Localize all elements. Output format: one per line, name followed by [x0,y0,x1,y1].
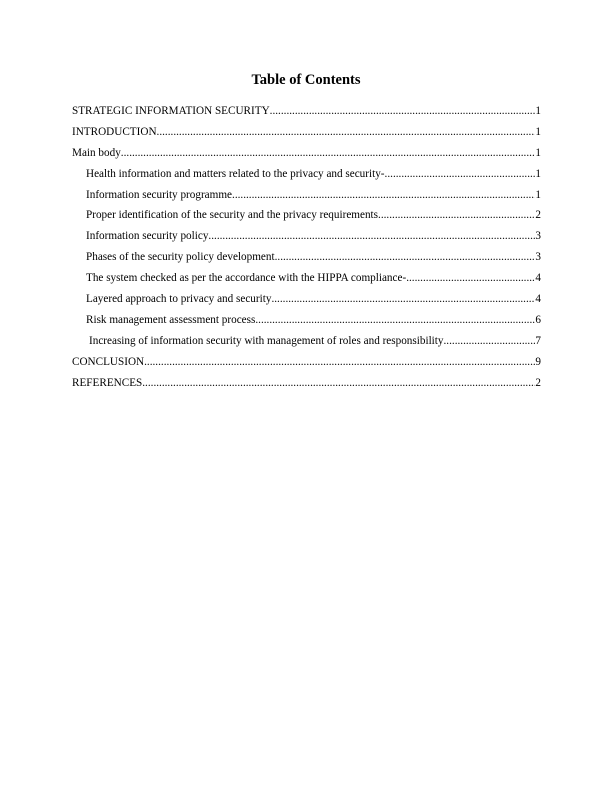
toc-entry-risk-management-assessment[interactable] [72,310,541,331]
dot-leader [157,122,536,143]
toc-entry-references[interactable] [72,373,541,394]
toc-entry-page-number: 1 [535,105,541,117]
toc-entry-label: REFERENCES [72,376,143,389]
dot-leader [275,247,536,268]
dot-leader [208,226,535,247]
toc-entry-label: Increasing of information security with management of roles and responsibility [89,334,444,347]
toc-entry-hippa-compliance[interactable] [72,268,541,289]
toc-entry-security-privacy-requirements[interactable] [72,205,541,226]
toc-entry-page-number: 6 [535,313,541,326]
dot-leader [232,185,535,206]
toc-entry-page-number: 1 [535,146,541,159]
toc-entry-label: INTRODUCTION [72,125,157,138]
dot-leader [378,205,535,226]
toc-entry-information-security-programme[interactable] [72,185,541,206]
toc-entry-label: Phases of the security policy development [86,251,275,264]
toc-entry-layered-approach[interactable] [72,289,541,310]
toc-entry-page-number: 3 [535,230,541,243]
toc-entry-page-number: 2 [535,376,541,389]
toc-entry-label: Risk management assessment process [86,313,256,326]
toc-entry-label: Proper identification of the security and the privacy requirements [86,209,379,222]
toc-entry-page-number: 2 [535,209,541,222]
toc-entry-information-security-policy[interactable] [72,226,541,247]
dot-leader [406,268,535,289]
toc-entry-introduction[interactable] [72,122,541,143]
toc-entry-roles-and-responsibility[interactable] [72,331,541,352]
toc-entry-page-number: 4 [535,272,541,285]
dot-leader [121,143,536,164]
toc-entry-label: STRATEGIC INFORMATION SECURITY [72,105,270,117]
toc-entry-page-number: 9 [535,355,541,368]
dot-leader [144,352,535,373]
toc-entry-label: CONCLUSION [72,355,145,368]
toc-entry-label: Layered approach to privacy and security [86,293,272,306]
dot-leader [142,373,535,394]
dot-leader [255,310,535,331]
toc-entry-policy-development-phases[interactable] [72,247,541,268]
toc-entry-label: Main body [72,146,121,159]
toc-entry-page-number: 7 [535,334,541,347]
toc-entry-conclusion[interactable] [72,352,541,373]
toc-entry-label: The system checked as per the accordance with the HIPPA compliance- [86,272,407,285]
toc-entry-health-information[interactable] [72,164,541,185]
dot-leader [271,289,535,310]
toc-title: Table of Contents [251,72,361,88]
toc-entry-label: Health information and matters related to the privacy and security- [86,167,385,180]
dot-leader [385,164,536,185]
toc-entry-page-number: 4 [535,293,541,306]
dot-leader [444,331,536,352]
toc-entry-label: Information security programme [86,188,233,201]
toc-entry-page-number: 1 [535,188,541,201]
toc-entry-strategic-information-security[interactable] [72,101,541,122]
toc-entry-main-body[interactable] [72,143,541,164]
toc-list [72,101,541,393]
toc-entry-page-number: 1 [535,125,541,138]
toc-entry-page-number: 1 [535,167,541,180]
dot-leader [270,101,536,122]
toc-entry-label: Information security policy [86,230,209,243]
toc-entry-page-number: 3 [535,251,541,264]
